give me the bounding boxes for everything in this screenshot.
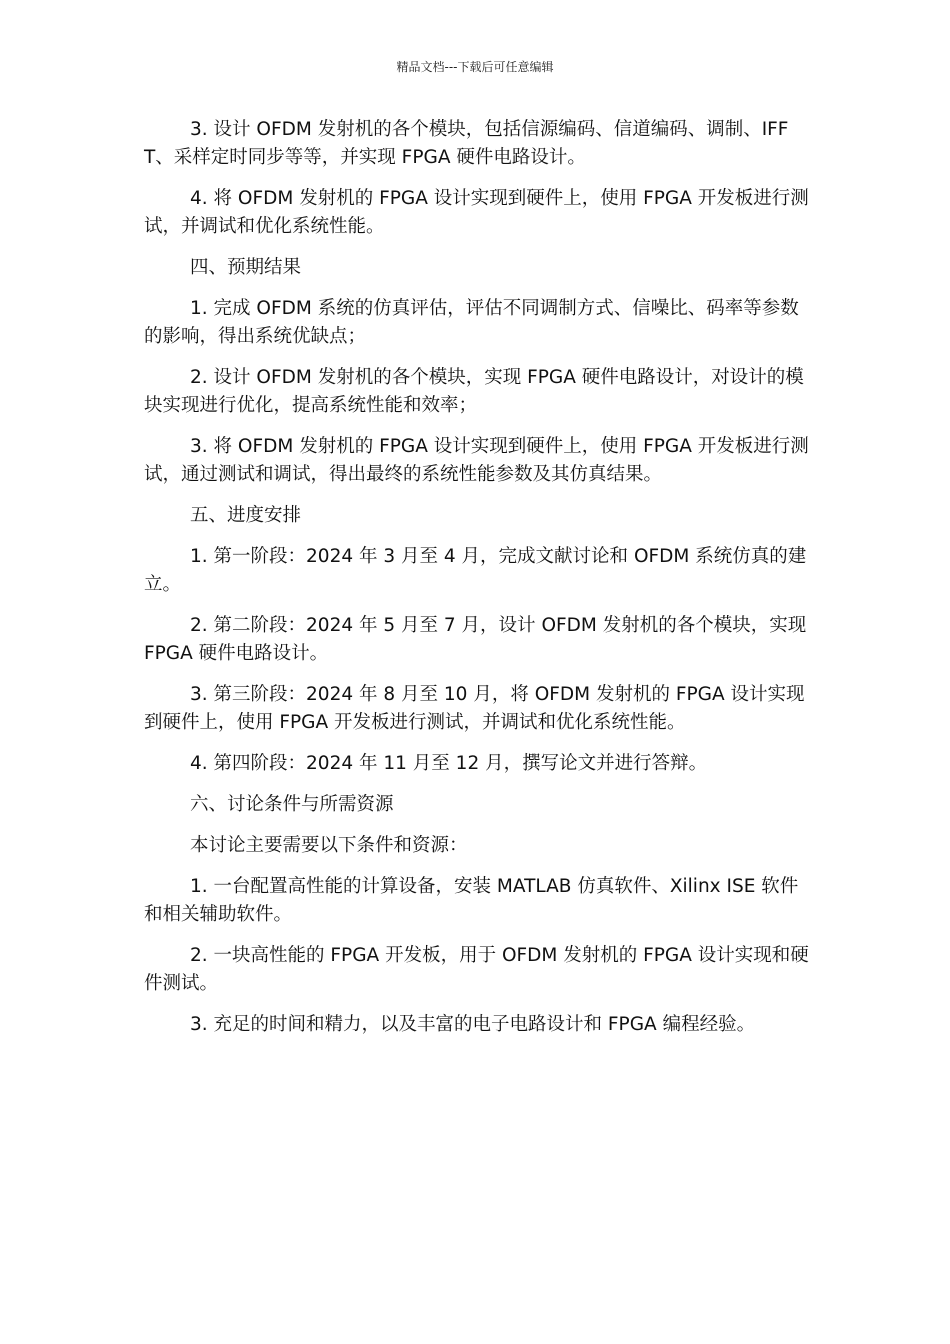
paragraph-stage-3: 3. 第三阶段：2024 年 8 月至 10 月，将 OFDM 发射机的 FPGA 设计实现到硬件上，使用 FPGA 开发板进行测试，并调试和优化系统性能。 <box>144 684 805 733</box>
paragraph-resources-intro: 本讨论主要需要以下条件和资源： <box>190 835 468 856</box>
paragraph-resource-2: 2. 一块高性能的 FPGA 开发板，用于 OFDM 发射机的 FPGA 设计实现和硬件测试。 <box>144 945 809 994</box>
paragraph-design-modules: 3. 设计 OFDM 发射机的各个模块，包括信源编码、信道编码、调制、IFFT、采样定时同步等等，并实现 FPGA 硬件电路设计。 <box>144 119 789 168</box>
paragraph-stage-4: 4. 第四阶段：2024 年 11 月至 12 月，撰写论文并进行答辩。 <box>190 753 708 774</box>
page-header: 精品文档---下载后可任意编辑 <box>396 60 554 74</box>
section-heading-resources: 六、讨论条件与所需资源 <box>190 794 394 815</box>
paragraph-result-3: 3. 将 OFDM 发射机的 FPGA 设计实现到硬件上，使用 FPGA 开发板进行测试，通过测试和调试，得出最终的系统性能参数及其仿真结果。 <box>144 436 809 485</box>
paragraph-hardware-implementation: 4. 将 OFDM 发射机的 FPGA 设计实现到硬件上，使用 FPGA 开发板进行测试，并调试和优化系统性能。 <box>144 188 809 237</box>
paragraph-stage-2: 2. 第二阶段：2024 年 5 月至 7 月，设计 OFDM 发射机的各个模块，实现 FPGA 硬件电路设计。 <box>144 615 807 664</box>
section-heading-schedule: 五、进度安排 <box>190 505 302 526</box>
document-body <box>144 116 816 1052</box>
paragraph-stage-1: 1. 第一阶段：2024 年 3 月至 4 月，完成文献讨论和 OFDM 系统仿真的建立。 <box>144 546 807 595</box>
paragraph-resource-3: 3. 充足的时间和精力，以及丰富的电子电路设计和 FPGA 编程经验。 <box>190 1014 756 1035</box>
paragraph-resource-1: 1. 一台配置高性能的计算设备，安装 MATLAB 仿真软件、Xilinx ISE 软件和相关辅助软件。 <box>144 876 799 925</box>
paragraph-result-2: 2. 设计 OFDM 发射机的各个模块，实现 FPGA 硬件电路设计，对设计的模块实现进行优化，提高系统性能和效率； <box>144 367 804 416</box>
section-heading-expected-results: 四、预期结果 <box>190 257 302 278</box>
paragraph-result-1: 1. 完成 OFDM 系统的仿真评估，评估不同调制方式、信噪比、码率等参数的影响，得出系统优缺点； <box>144 298 799 347</box>
